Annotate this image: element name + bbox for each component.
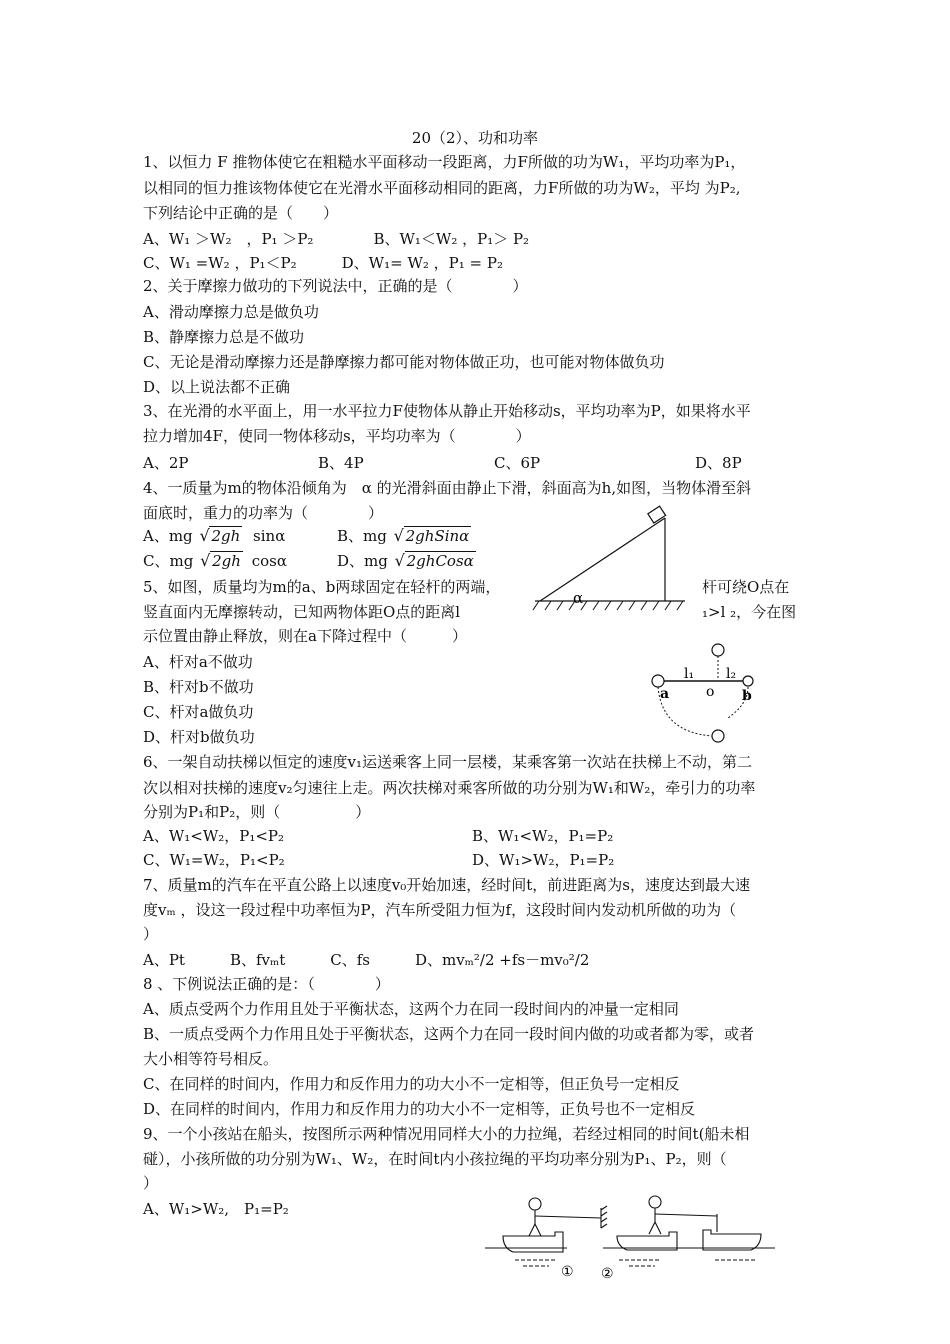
- q4-option-a: [143, 526, 285, 546]
- q9-line-2: 碰），小孩所做的功分别为W₁、W₂，在时间t内小孩拉绳的平均功率分别为P₁、P₂，则（: [143, 1150, 727, 1168]
- q7-line-2: 度vₘ ，设这一段过程中功率恒为P，汽车所受阻力恒为f，这段时间内发动机所做的功为（: [143, 901, 737, 919]
- q4-option-b: [337, 526, 471, 546]
- q6-option-a: A、W₁<W₂，P₁<P₂: [143, 827, 285, 845]
- q1-options-row-1: A、W₁ ＞W₂ ，P₁ ＞P₂ B、W₁＜W₂ ，P₁＞ P₂: [143, 230, 530, 248]
- label-o: o: [706, 684, 715, 700]
- q4-option-d-prefix: D、mg: [337, 552, 388, 570]
- rope-2: [655, 1214, 717, 1216]
- q5-option-c: C、杆对a做负功: [143, 703, 254, 721]
- q8-option-b-line-2: 大小相等符号相反。: [143, 1050, 279, 1068]
- q4-line-1: 4、一质量为m的物体沿倾角为 α 的光滑斜面由静止下滑，斜面高为h,如图，当物体滑至斜: [143, 479, 752, 497]
- q3-option-c: C、6P: [494, 454, 541, 472]
- q4-line-2: 面底时，重力的功率为（ ）: [143, 504, 384, 522]
- label-l1: l₁: [684, 666, 695, 682]
- incline-surface: [540, 518, 665, 601]
- q2-option-d: D、以上说法都不正确: [143, 378, 291, 396]
- q9-option-a: A、W₁>W₂, P₁=P₂: [143, 1200, 289, 1218]
- q2-stem: 2、关于摩擦力做功的下列说法中，正确的是（ ）: [143, 277, 528, 295]
- q4-option-b-radicand: 2ghSinα: [405, 527, 470, 545]
- q8-option-a: A、质点受两个力作用且处于平衡状态，这两个力在同一段时间内的冲量一定相同: [143, 1000, 679, 1018]
- ball-b: [743, 676, 753, 686]
- incline-figure: [525, 500, 705, 625]
- boat-scene-2: [603, 1196, 775, 1266]
- q3-option-b: B、4P: [318, 454, 364, 472]
- label-b: b: [742, 688, 752, 704]
- q3-line-1: 3、在光滑的水平面上，用一水平拉力F使物体从静止开始移动s，平均功率为P，如果将水平: [143, 402, 751, 420]
- sqrt-radical: √ 2ghSinα: [393, 526, 470, 545]
- boats-figure: [485, 1188, 785, 1288]
- q3-line-2: 拉力增加4F，使同一物体移动s，平均功率为（ ）: [143, 427, 531, 445]
- q8-option-b-line-1: B、一质点受两个力作用且处于平衡状态，这两个力在同一段时间内做的功或者都为零，或者: [143, 1025, 755, 1043]
- sqrt-radical: √ 2gh: [200, 551, 241, 570]
- q1-line-2: 以相同的恒力推该物体使它在光滑水平面移动相同的距离，力F所做的功为W₂，平均 为P₂,: [143, 179, 741, 197]
- q5-option-b: B、杆对b不做功: [143, 678, 254, 696]
- q4-option-b-prefix: B、mg: [337, 527, 387, 545]
- sliding-block: [648, 506, 666, 523]
- page-title: 20（2）、功和功率: [411, 129, 539, 147]
- boat-2b: [703, 1230, 761, 1250]
- q6-line-2: 次以相对扶梯的速度v₂匀速往上走。两次扶梯对乘客所做的功分别为W₁和W₂，牵引力的功率: [143, 779, 756, 797]
- q7-options: A、Pt B、fvₘt C、fs D、mvₘ²/2 +fs－mv₀²/2: [143, 951, 590, 969]
- q9-line-3: ）: [143, 1174, 159, 1192]
- q1-line-3: 下列结论中正确的是（ ）: [143, 204, 339, 222]
- q5-line-2-end: ₁>l ₂，今在图: [702, 603, 797, 621]
- rope-1: [535, 1216, 601, 1218]
- q6-option-c: C、W₁=W₂，P₁<P₂: [143, 851, 285, 869]
- q6-line-3: 分别为P₁和P₂，则（ ）: [143, 803, 371, 821]
- boat-scene-1: [485, 1198, 607, 1266]
- q4-option-a-radicand: 2gh: [211, 527, 241, 545]
- q3-option-d: D、8P: [695, 454, 742, 472]
- q2-option-c: C、无论是滑动摩擦力还是静摩擦力都可能对物体做正功，也可能对物体做负功: [143, 353, 665, 371]
- q4-option-c-suffix: cosα: [251, 552, 287, 570]
- q5-option-a: A、杆对a不做功: [143, 653, 253, 671]
- q8-stem: 8 、下例说法正确的是：（ ）: [143, 975, 390, 993]
- ground-hatching: [533, 601, 683, 610]
- child-head: [529, 1198, 541, 1210]
- sqrt-radical: √ 2gh: [199, 526, 241, 545]
- boat-1: [503, 1232, 563, 1252]
- label-a: a: [660, 686, 670, 702]
- ball-a-bottom: [712, 730, 724, 742]
- q6-option-d: D、W₁>W₂，P₁=P₂: [472, 851, 615, 869]
- q4-option-c: [143, 551, 287, 571]
- q4-option-c-radicand: 2gh: [212, 552, 241, 570]
- q4-option-d: [337, 551, 476, 571]
- q4-option-a-suffix: sinα: [253, 527, 286, 545]
- q5-line-3: 示位置由静止释放，则在a下降过程中（ ）: [143, 627, 467, 645]
- q1-options-row-2: C、W₁ =W₂ ，P₁＜P₂ D、W₁= W₂ ，P₁ = P₂: [143, 254, 503, 272]
- boat-2a: [617, 1232, 677, 1250]
- rod-figure: [640, 640, 760, 752]
- q5-line-1: 5、如图，质量均为m的a、b两球固定在轻杆的两端，: [143, 578, 501, 596]
- q8-option-d: D、在同样的时间内，作用力和反作用力的功大小不一定相等，正负号也不一定相反: [143, 1100, 696, 1118]
- q4-option-d-radicand: 2ghCosα: [406, 552, 474, 570]
- label-l2: l₂: [726, 666, 737, 682]
- q9-line-1: 9、一个小孩站在船头，按图所示两种情况用同样大小的力拉绳，若经过相同的时间t(船未相: [143, 1125, 750, 1143]
- q1-line-1: 1、以恒力 F 推物体使它在粗糙水平面移动一段距离，力F所做的功为W₁，平均功率为P₁，: [143, 153, 746, 171]
- q6-option-b: B、W₁<W₂，P₁=P₂: [472, 827, 614, 845]
- q7-line-3: ）: [143, 925, 159, 943]
- q2-option-b: B、静摩擦力总是不做功: [143, 328, 305, 346]
- angle-label: α: [573, 589, 584, 607]
- q4-option-c-prefix: C、mg: [143, 552, 194, 570]
- q5-option-d: D、杆对b做负功: [143, 728, 255, 746]
- scene-1-label: ①: [561, 1264, 574, 1280]
- q3-option-a: A、2P: [143, 454, 189, 472]
- q5-line-1-end: 杆可绕O点在: [702, 578, 790, 596]
- q2-option-a: A、滑动摩擦力总是做负功: [143, 303, 319, 321]
- q5-line-2: 竖直面内无摩擦转动，已知两物体距O点的距离l: [143, 603, 461, 621]
- q7-line-1: 7、质量m的汽车在平直公路上以速度v₀开始加速，经时间t，前进距离为s，速度达到最大速: [143, 876, 750, 894]
- scene-2-label: ②: [601, 1266, 614, 1282]
- sqrt-radical: √ 2ghCosα: [394, 551, 474, 570]
- child-head: [649, 1196, 661, 1208]
- q4-option-a-prefix: A、mg: [143, 527, 193, 545]
- q6-line-1: 6、一架自动扶梯以恒定的速度v₁运送乘客上同一层楼，某乘客第一次站在扶梯上不动，第二: [143, 753, 753, 771]
- q8-option-c: C、在同样的时间内，作用力和反作用力的功大小不一定相等，但正负号一定相反: [143, 1075, 680, 1093]
- ball-b-top: [712, 644, 724, 656]
